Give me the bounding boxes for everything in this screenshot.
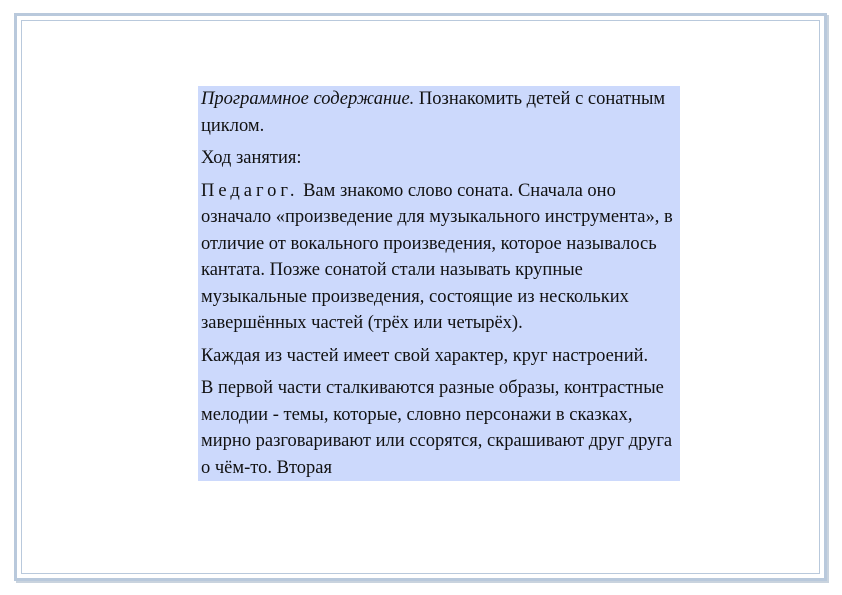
- paragraph-teacher-speech: [201, 178, 680, 337]
- paragraph-program-content: [201, 86, 680, 139]
- paragraph-first-part: [201, 375, 680, 481]
- paragraph-lesson-progress: [201, 145, 680, 172]
- lesson-text-block: [198, 86, 680, 481]
- teacher-label: Педагог.: [201, 180, 299, 201]
- lesson-progress-heading: Ход занятия:: [201, 148, 302, 168]
- parts-character-text: Каждая из частей имеет свой характер, круг настроений.: [201, 345, 649, 366]
- paragraph-parts-character: [201, 343, 680, 370]
- program-content-text: Познакомить детей с сонатным циклом.: [201, 89, 666, 136]
- program-content-label: Программное содержание.: [201, 89, 415, 109]
- first-part-text: В первой части сталкиваются разные образы, контрастные мелодии - темы, которые, словно персонажи в сказках, мирно разговаривают или ссорятся, скрашивают друг друга о чём-то. Вторая: [201, 378, 673, 478]
- teacher-speech-text: Вам знакомо слово соната. Сначала оно означало «произведение для музыкального инструмента», в отличие от вокального произведения, которое называлось кантата. Позже сонатой стали называть крупные музыкальные произведения, состоящие из нескольких завершённых частей (трёх или четырёх).: [201, 180, 673, 333]
